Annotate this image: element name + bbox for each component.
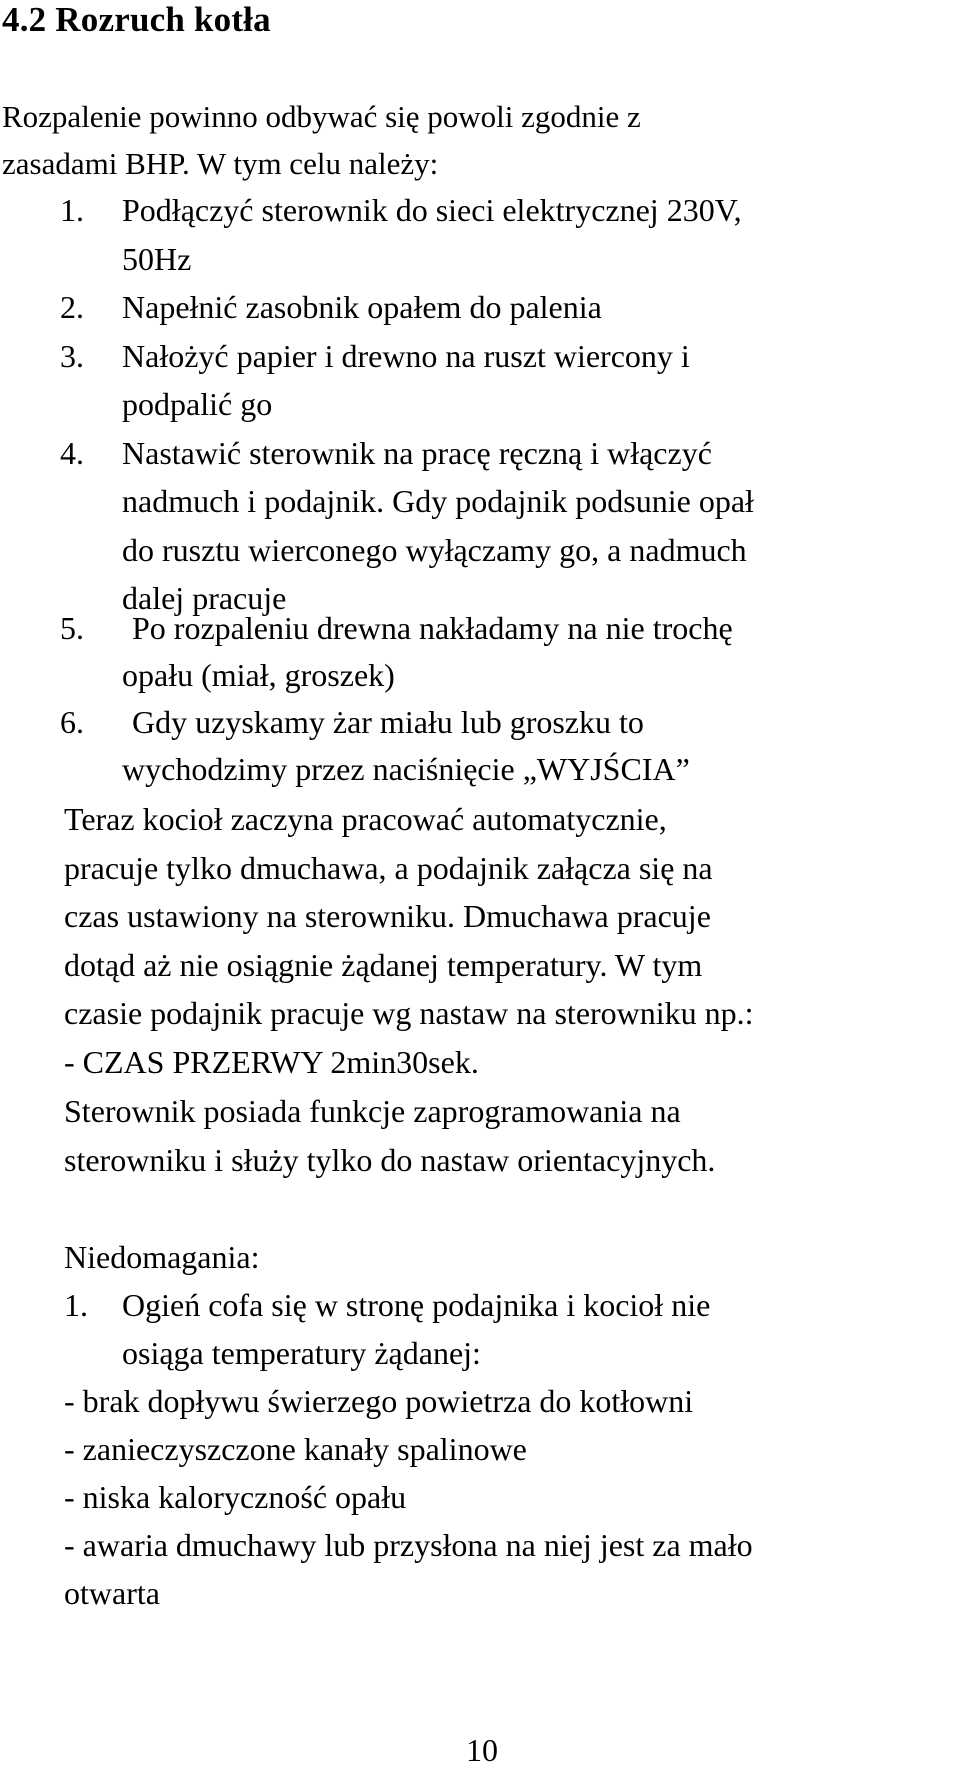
startup-steps-list — [0, 186, 960, 623]
issue-description — [122, 1281, 710, 1377]
intro-line: Rozpalenie powinno odbywać się powoli zgodnie z — [2, 99, 641, 134]
paragraph-line: pracuje tylko dmuchawa, a podajnik załącza się na — [64, 849, 713, 886]
step-text: Po rozpaleniu drewna nakładamy na nie trochę — [132, 610, 733, 646]
cause-item: - brak dopływu świerzego powietrza do kotłowni — [64, 1383, 694, 1419]
cause-item: - zanieczyszczone kanały spalinowe — [64, 1431, 527, 1467]
step-text: Nastawić sterownik na pracę ręczną i włączyć — [122, 434, 712, 471]
step-number: 4. — [60, 434, 84, 471]
step-text: wychodzimy przez naciśnięcie „WYJŚCIA” — [122, 751, 690, 787]
step-text: dalej pracuje — [122, 580, 287, 616]
cause-item: - niska kaloryczność opału — [64, 1479, 407, 1515]
intro-paragraph — [2, 93, 932, 187]
issue-number: 1. — [64, 1287, 88, 1323]
automatic-operation-paragraph — [64, 795, 954, 1086]
step-text: Nałożyć papier i drewno na ruszt wiercony i — [122, 337, 690, 374]
issue-line: osiąga temperatury żądanej: — [122, 1335, 481, 1371]
startup-step-3 — [0, 332, 960, 429]
paragraph-line: - CZAS PRZERWY 2min30sek. — [64, 1043, 479, 1080]
step-text: Gdy uzyskamy żar miału lub groszku to — [132, 704, 644, 740]
paragraph-line: czas ustawiony na sterowniku. Dmuchawa pracuje — [64, 898, 711, 934]
issues-heading: Niedomagania: — [64, 1239, 260, 1275]
cause-item: - awaria dmuchawy lub przysłona na niej jest za mało — [64, 1527, 753, 1563]
paragraph-line: Teraz kocioł zaczyna pracować automatycznie, — [64, 801, 667, 837]
paragraph-line: czasie podajnik pracuje wg nastaw na sterowniku np.: — [64, 995, 754, 1031]
issue-causes-list — [64, 1377, 753, 1617]
step-number: 6. — [60, 704, 84, 740]
step-number: 1. — [60, 192, 84, 228]
step-number: 3. — [60, 337, 84, 374]
startup-step-1 — [0, 186, 960, 283]
step-text: Podłączyć sterownik do sieci elektrycznej 230V, — [122, 192, 742, 228]
paragraph-line: Sterownik posiada funkcje zaprogramowania na — [64, 1093, 681, 1129]
step-text: 50Hz — [122, 240, 192, 277]
step-number: 5. — [60, 610, 84, 646]
step-text: do rusztu wierconego wyłączamy go, a nadmuch — [122, 531, 747, 568]
startup-step-4 — [0, 429, 960, 623]
paragraph-line: dotąd aż nie osiągnie żądanej temperatury. W tym — [64, 946, 703, 983]
startup-step-2 — [0, 283, 960, 332]
step-text: podpalić go — [122, 386, 273, 422]
step-text: opału (miał, groszek) — [122, 657, 395, 693]
startup-steps-list-continued — [0, 605, 960, 793]
step-text: Napełnić zasobnik opałem do palenia — [122, 289, 602, 325]
startup-step-5 — [0, 605, 960, 699]
step-number: 2. — [60, 289, 84, 325]
intro-line: zasadami BHP. W tym celu należy: — [2, 146, 439, 181]
section-title: 4.2 Rozruch kotła — [2, 0, 271, 39]
page-number: 10 — [466, 1732, 498, 1768]
cause-item: otwarta — [64, 1575, 160, 1611]
issue-line: Ogień cofa się w stronę podajnika i kocioł nie — [122, 1287, 711, 1323]
step-text: nadmuch i podajnik. Gdy podajnik podsunie opał — [122, 483, 754, 519]
startup-step-6 — [0, 699, 960, 793]
programming-paragraph — [64, 1087, 954, 1184]
paragraph-line: sterowniku i służy tylko do nastaw orientacyjnych. — [64, 1141, 716, 1178]
